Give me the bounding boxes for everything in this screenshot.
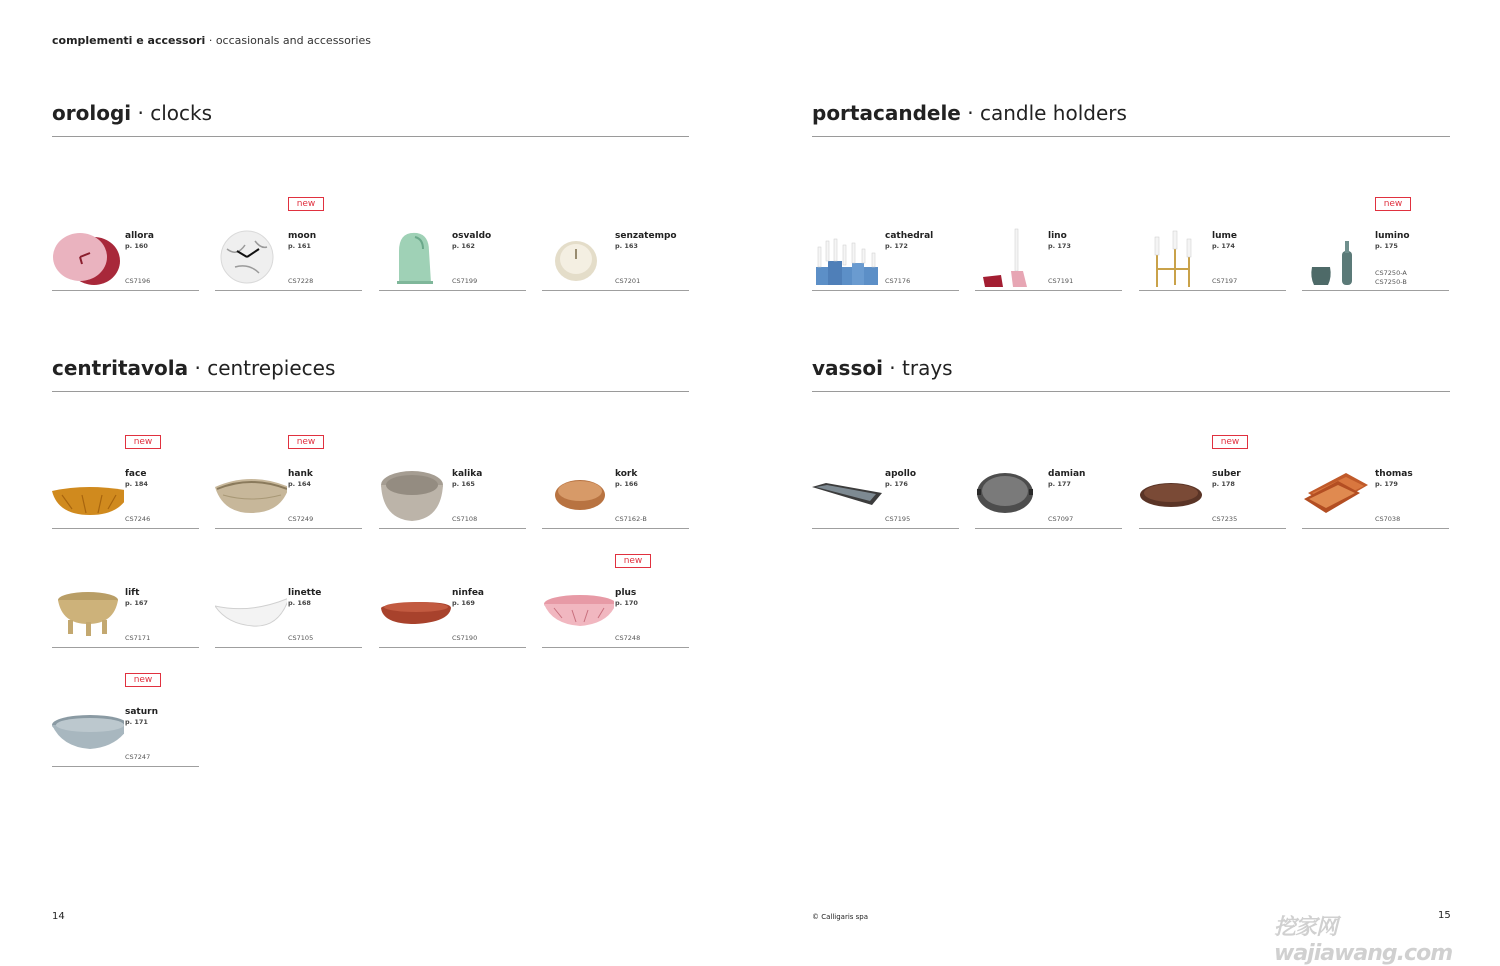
product-card-lume[interactable] bbox=[1139, 183, 1286, 291]
new-badge: new bbox=[288, 435, 324, 449]
product-name: suber bbox=[1212, 469, 1241, 479]
product-card-senzatempo[interactable] bbox=[542, 183, 689, 291]
card-rule bbox=[542, 647, 689, 648]
product-code: CS7171 bbox=[125, 634, 151, 642]
new-badge: new bbox=[615, 554, 651, 568]
product-name: plus bbox=[615, 588, 637, 598]
product-page: p. 174 bbox=[1212, 242, 1235, 250]
candle-holder-image bbox=[812, 227, 884, 287]
product-card-kork[interactable] bbox=[542, 421, 689, 529]
card-rule bbox=[52, 647, 199, 648]
card-rule bbox=[215, 528, 362, 529]
tray-image bbox=[1139, 465, 1211, 525]
product-name: lume bbox=[1212, 231, 1237, 241]
product-card-hank[interactable] bbox=[215, 421, 362, 529]
card-rule bbox=[379, 528, 526, 529]
new-badge: new bbox=[125, 673, 161, 687]
bowl-image bbox=[52, 584, 124, 644]
product-page: p. 184 bbox=[125, 480, 148, 488]
section-rule-candle-holders bbox=[812, 136, 1450, 137]
product-name: osvaldo bbox=[452, 231, 492, 241]
product-card-face[interactable] bbox=[52, 421, 199, 529]
product-code: CS7195 bbox=[885, 515, 911, 523]
bowl-image bbox=[215, 584, 287, 644]
product-card-cathedral[interactable] bbox=[812, 183, 959, 291]
product-card-damian[interactable] bbox=[975, 421, 1122, 529]
product-code: CS7199 bbox=[452, 277, 478, 285]
bowl-image bbox=[542, 465, 614, 525]
bowl-image bbox=[379, 465, 451, 525]
product-code: CS7246 bbox=[125, 515, 151, 523]
candle-holder-image bbox=[1139, 227, 1211, 287]
card-rule bbox=[215, 290, 362, 291]
card-rule bbox=[52, 766, 199, 767]
product-name: moon bbox=[288, 231, 317, 241]
bowl-image bbox=[379, 584, 451, 644]
tray-image bbox=[975, 465, 1047, 525]
product-name: damian bbox=[1048, 469, 1086, 479]
product-name: ninfea bbox=[452, 588, 484, 598]
product-page: p. 165 bbox=[452, 480, 475, 488]
product-page: p. 162 bbox=[452, 242, 475, 250]
product-page: p. 170 bbox=[615, 599, 638, 607]
card-rule bbox=[52, 290, 199, 291]
product-name: hank bbox=[288, 469, 313, 479]
section-rule-trays bbox=[812, 391, 1450, 392]
section-title-centrepieces: centritavola · centrepieces bbox=[52, 356, 336, 380]
product-page: p. 169 bbox=[452, 599, 475, 607]
card-rule bbox=[812, 528, 959, 529]
new-badge: new bbox=[125, 435, 161, 449]
product-page: p. 160 bbox=[125, 242, 148, 250]
product-page: p. 178 bbox=[1212, 480, 1235, 488]
card-rule bbox=[379, 290, 526, 291]
card-rule bbox=[975, 290, 1122, 291]
product-page: p. 176 bbox=[885, 480, 908, 488]
product-name: thomas bbox=[1375, 469, 1413, 479]
product-card-linette[interactable] bbox=[215, 540, 362, 648]
clock-image bbox=[379, 227, 451, 287]
product-card-plus[interactable] bbox=[542, 540, 689, 648]
product-card-osvaldo[interactable] bbox=[379, 183, 526, 291]
bowl-image bbox=[52, 465, 124, 525]
product-code: CS7249 bbox=[288, 515, 314, 523]
product-card-kalika[interactable] bbox=[379, 421, 526, 529]
product-code-b: CS7250-B bbox=[1375, 278, 1407, 286]
product-code: CS7162-B bbox=[615, 515, 647, 523]
bowl-image bbox=[542, 584, 614, 644]
product-page: p. 161 bbox=[288, 242, 311, 250]
card-rule bbox=[542, 528, 689, 529]
product-code: CS7176 bbox=[885, 277, 911, 285]
tray-image bbox=[812, 465, 884, 525]
card-rule bbox=[215, 647, 362, 648]
product-code: CS7235 bbox=[1212, 515, 1238, 523]
bowl-image bbox=[52, 703, 124, 763]
card-rule bbox=[1139, 528, 1286, 529]
product-card-ninfea[interactable] bbox=[379, 540, 526, 648]
left-page-number: 14 bbox=[52, 911, 65, 922]
product-code: CS7247 bbox=[125, 753, 151, 761]
card-rule bbox=[975, 528, 1122, 529]
product-name: senzatempo bbox=[615, 231, 677, 241]
product-name: face bbox=[125, 469, 147, 479]
product-page: p. 171 bbox=[125, 718, 148, 726]
product-card-lino[interactable] bbox=[975, 183, 1122, 291]
product-page: p. 167 bbox=[125, 599, 148, 607]
new-badge: new bbox=[1212, 435, 1248, 449]
card-rule bbox=[1302, 290, 1449, 291]
new-badge: new bbox=[1375, 197, 1411, 211]
product-page: p. 173 bbox=[1048, 242, 1071, 250]
product-name: saturn bbox=[125, 707, 158, 717]
card-rule bbox=[52, 528, 199, 529]
product-code: CS7190 bbox=[452, 634, 478, 642]
product-page: p. 177 bbox=[1048, 480, 1071, 488]
product-page: p. 163 bbox=[615, 242, 638, 250]
section-rule-clocks bbox=[52, 136, 689, 137]
product-code: CS7097 bbox=[1048, 515, 1074, 523]
product-name: lumino bbox=[1375, 231, 1410, 241]
product-code: CS7197 bbox=[1212, 277, 1238, 285]
card-rule bbox=[812, 290, 959, 291]
product-page: p. 164 bbox=[288, 480, 311, 488]
copyright: © Calligaris spa bbox=[812, 913, 869, 921]
card-rule bbox=[379, 647, 526, 648]
product-name: linette bbox=[288, 588, 322, 598]
section-title-clocks: orologi · clocks bbox=[52, 101, 212, 125]
product-code: CS7191 bbox=[1048, 277, 1074, 285]
catalog-header bbox=[52, 34, 371, 47]
product-page: p. 172 bbox=[885, 242, 908, 250]
header-bold: complementi e accessori bbox=[52, 34, 206, 47]
product-code: CS7196 bbox=[125, 277, 151, 285]
product-name: kalika bbox=[452, 469, 483, 479]
product-card-apollo[interactable] bbox=[812, 421, 959, 529]
clock-image bbox=[215, 227, 287, 287]
product-card-moon[interactable] bbox=[215, 183, 362, 291]
card-rule bbox=[1139, 290, 1286, 291]
clock-image bbox=[52, 227, 124, 287]
product-code: CS7105 bbox=[288, 634, 314, 642]
product-code: CS7250-A bbox=[1375, 269, 1407, 277]
tray-image bbox=[1302, 465, 1374, 525]
clock-image bbox=[542, 227, 614, 287]
new-badge: new bbox=[288, 197, 324, 211]
product-page: p. 168 bbox=[288, 599, 311, 607]
card-rule bbox=[542, 290, 689, 291]
watermark: 挖家网 wajiawang.com bbox=[1274, 915, 1453, 966]
product-name: cathedral bbox=[885, 231, 934, 241]
section-rule-centrepieces bbox=[52, 391, 689, 392]
product-name: lino bbox=[1048, 231, 1067, 241]
product-code: CS7248 bbox=[615, 634, 641, 642]
product-page: p. 166 bbox=[615, 480, 638, 488]
candle-holder-image bbox=[975, 227, 1047, 287]
section-title-trays: vassoi · trays bbox=[812, 356, 953, 380]
header-rest: · occasionals and accessories bbox=[205, 34, 371, 47]
right-page-number: 15 bbox=[1438, 910, 1451, 921]
card-rule bbox=[1302, 528, 1449, 529]
product-code: CS7228 bbox=[288, 277, 314, 285]
product-code: CS7108 bbox=[452, 515, 478, 523]
product-card-allora[interactable] bbox=[52, 183, 199, 291]
product-card-saturn[interactable] bbox=[52, 659, 199, 767]
product-card-lift[interactable] bbox=[52, 540, 199, 648]
product-code: CS7038 bbox=[1375, 515, 1401, 523]
product-card-thomas[interactable] bbox=[1302, 421, 1449, 529]
section-title-candle-holders: portacandele · candle holders bbox=[812, 101, 1127, 125]
product-name: allora bbox=[125, 231, 154, 241]
product-name: kork bbox=[615, 469, 638, 479]
product-page: p. 179 bbox=[1375, 480, 1398, 488]
product-name: apollo bbox=[885, 469, 917, 479]
product-card-lumino[interactable] bbox=[1302, 183, 1449, 291]
product-page: p. 175 bbox=[1375, 242, 1398, 250]
product-card-suber[interactable] bbox=[1139, 421, 1286, 529]
product-name: lift bbox=[125, 588, 140, 598]
candle-holder-image bbox=[1302, 227, 1374, 287]
product-code: CS7201 bbox=[615, 277, 641, 285]
bowl-image bbox=[215, 465, 287, 525]
